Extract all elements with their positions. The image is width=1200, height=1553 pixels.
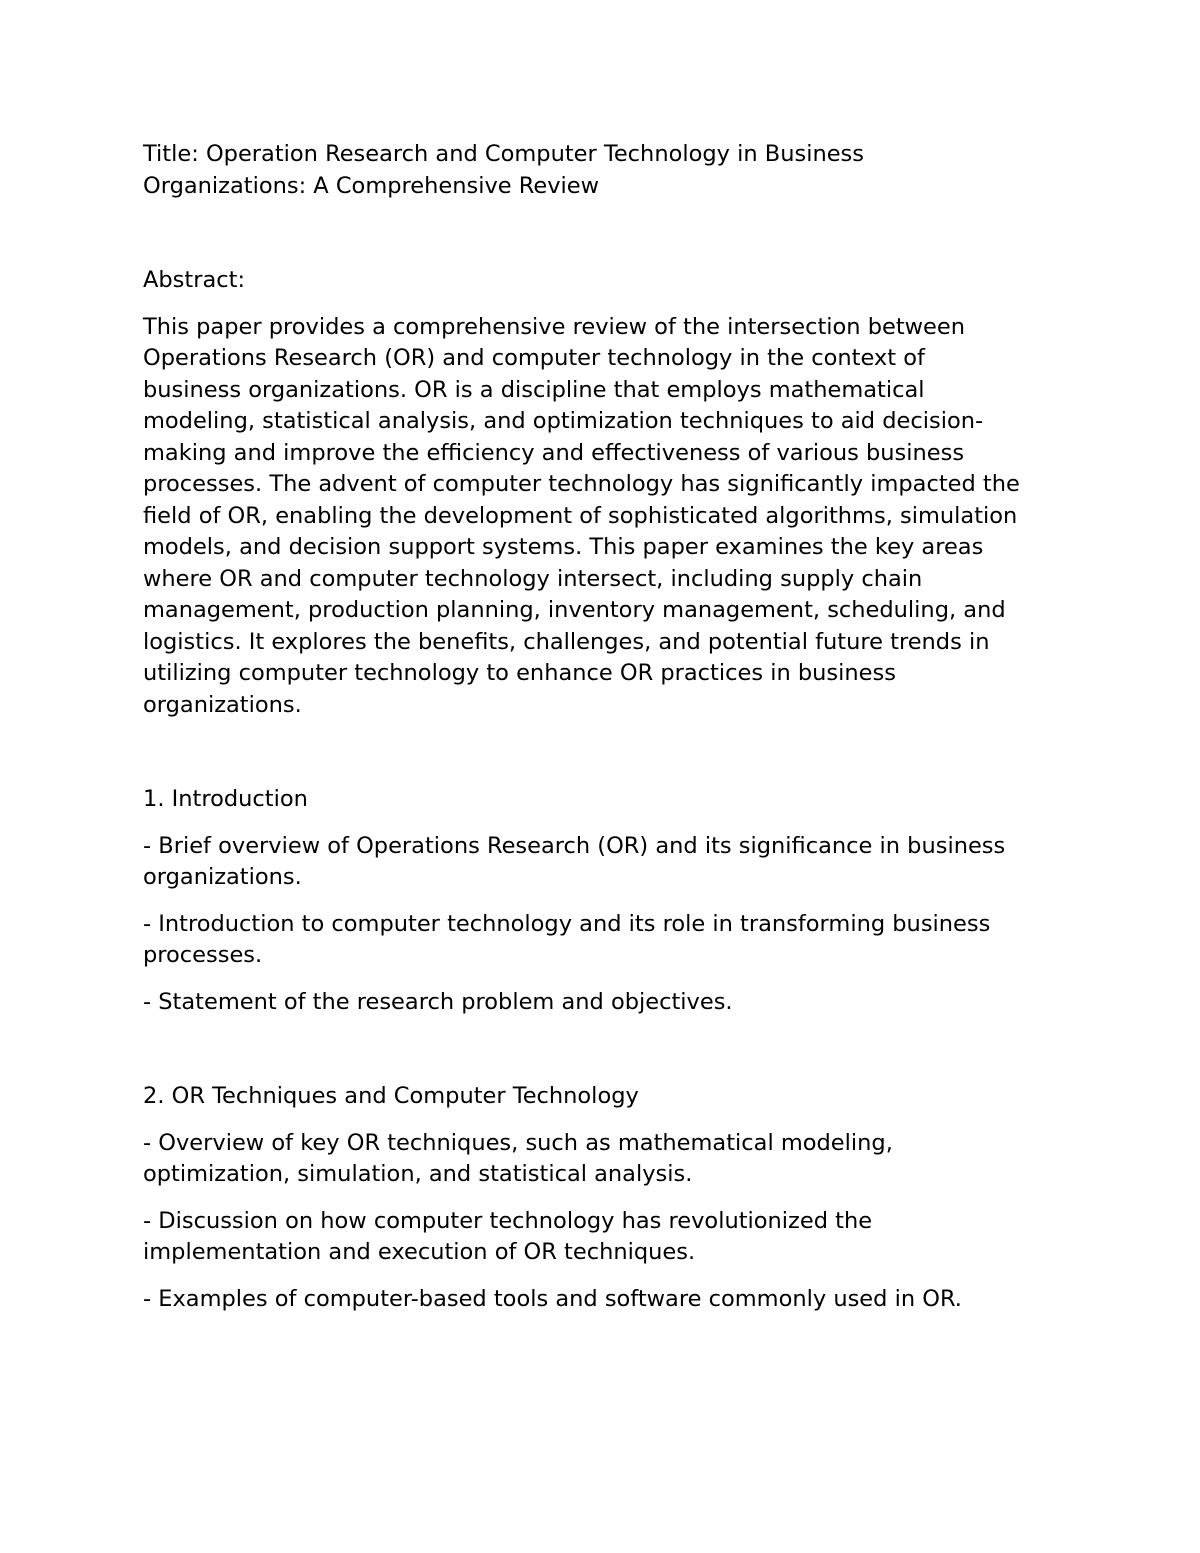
section-bullet: - Introduction to computer technology and its role in transforming business processes. (143, 910, 991, 968)
abstract-heading: Abstract: (143, 267, 246, 293)
document-title: Title: Operation Research and Computer Technology in Business Organizations: A Comprehensive Review (143, 141, 864, 199)
section-or-techniques (143, 1081, 1083, 1315)
section-bullet: - Overview of key OR techniques, such as mathematical modeling, optimization, simulation, and statistical analysis. (143, 1129, 893, 1187)
section-bullet: - Brief overview of Operations Research (OR) and its significance in business organizations. (143, 832, 1006, 890)
section-heading: 1. Introduction (143, 786, 308, 812)
section-introduction (143, 784, 1083, 1018)
abstract-body: This paper provides a comprehensive review of the intersection between Operations Research (OR) and computer technology in the context of business organizations. OR is a discipline that employs mathematical modeling, statistical analysis, and optimization techniques to aid decision- making and improve the efficiency and effectiveness of various business processes. The advent of computer technology has significantly impacted the field of OR, enabling the development of sophisticated algorithms, simulation models, and decision support systems. This paper examines the key areas where OR and computer technology intersect, including supply chain management, production planning, inventory management, scheduling, and logistics. It explores the benefits, challenges, and potential future trends in utilizing computer technology to enhance OR practices in business organizations. (143, 313, 1020, 718)
section-heading: 2. OR Techniques and Computer Technology (143, 1083, 639, 1109)
section-bullet: - Examples of computer-based tools and software commonly used in OR. (143, 1285, 962, 1312)
section-bullet: - Statement of the research problem and objectives. (143, 988, 733, 1015)
document-page (143, 139, 1083, 1330)
section-bullet: - Discussion on how computer technology has revolutionized the implementation and execution of OR techniques. (143, 1207, 873, 1265)
